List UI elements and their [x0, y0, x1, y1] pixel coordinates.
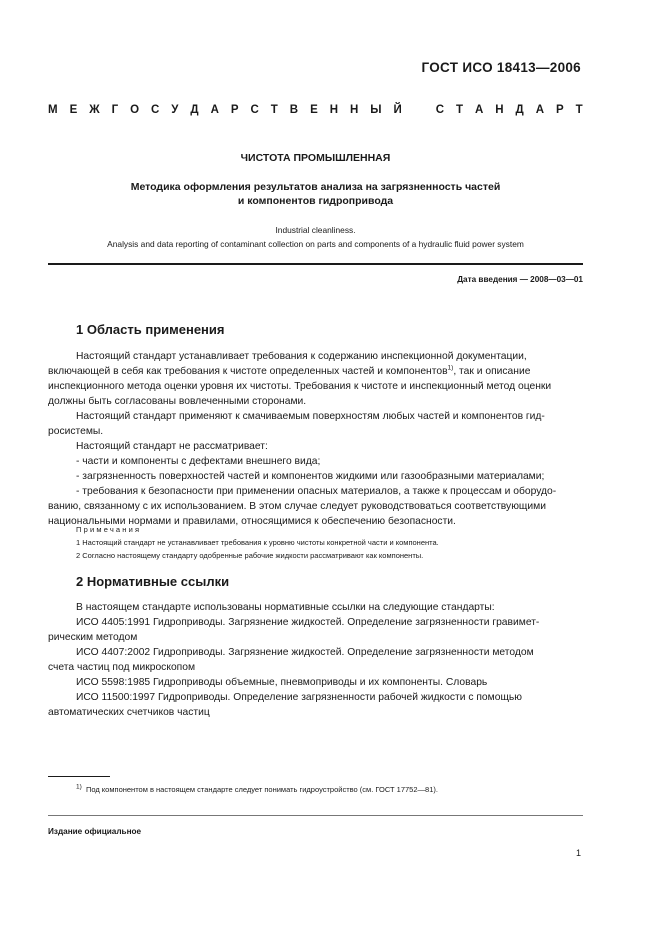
banner-letter: А: [535, 104, 545, 116]
paragraph-line: В настоящем стандарте использованы нормативные ссылки на следующие стандарты:: [76, 602, 495, 613]
introduction-date: Дата введения — 2008—03—01: [457, 275, 583, 284]
note-item: 1 Настоящий стандарт не устанавливает требования к уровню чистоты конкретной части и компонента.: [76, 538, 439, 547]
banner-letter: Н: [495, 104, 504, 116]
subtitle-line: Методика оформления результатов анализа на загрязненность частей: [130, 181, 501, 193]
banner-letter: В: [289, 104, 299, 116]
banner-letter: Е: [310, 104, 318, 116]
banner-letter: С: [151, 104, 160, 116]
banner-letter: Д: [515, 104, 524, 116]
banner-letter: Й: [393, 104, 402, 116]
section-scope-body: [48, 349, 583, 529]
banner-letter: Н: [349, 104, 359, 116]
banner-letter: Р: [556, 104, 564, 116]
paragraph-line: [48, 364, 583, 379]
standard-code: ГОСТ ИСО 18413—2006: [421, 60, 581, 75]
paragraph-line: Настоящий стандарт не рассматривает:: [76, 441, 268, 452]
list-item: - требования к безопасности при применении опасных материалов, а также к процессам и оборудо-: [76, 486, 557, 497]
reference-item-continuation: рическим методом: [48, 632, 138, 643]
footnote-separator: [48, 776, 110, 777]
document-subtitle: [48, 180, 583, 208]
banner-letter: У: [171, 104, 179, 116]
banner-letter: Д: [190, 104, 199, 116]
reference-item: ИСО 11500:1997 Гидроприводы. Определение загрязненности рабочей жидкости с помощью: [76, 692, 522, 703]
english-title: [48, 223, 583, 251]
footnote-ref: 1): [447, 364, 454, 372]
footer-divider: [48, 815, 583, 816]
banner-letter: Ж: [89, 104, 100, 116]
paragraph-line: инспекционного метода оценки уровня их чистоты. Требования к чистоте и инспекционный метод оценки: [48, 381, 552, 392]
list-item: - загрязненность поверхностей частей и компонентов жидкими или газообразными материалами;: [76, 471, 545, 482]
notes-label: Примечания: [76, 525, 142, 534]
banner-letter: Е: [69, 104, 78, 116]
reference-item-continuation: автоматических счетчиков частиц: [48, 707, 210, 718]
standard-type-banner: [48, 104, 583, 116]
edition-label: Издание официальное: [48, 827, 142, 836]
text-span: включающей в себя как требования к чистоте определенных частей и компонентов: [48, 366, 448, 377]
list-item-continuation: национальными нормами и правилами, относящимися к обеспечению безопасности.: [48, 516, 456, 527]
banner-letter: О: [130, 104, 140, 116]
reference-item: ИСО 4407:2002 Гидроприводы. Загрязнение жидкостей. Определение загрязненности методом: [76, 647, 534, 658]
banner-letter: С: [250, 104, 259, 116]
list-item: - части и компоненты с дефектами внешнего вида;: [76, 456, 321, 467]
paragraph-line: Настоящий стандарт применяют к смачиваемым поверхностям любых частей и компонентов гид-: [76, 411, 545, 422]
footnote: [76, 785, 438, 794]
footnote-text: Под компонентом в настоящем стандарте следует понимать гидроустройство (см. ГОСТ 17752—81).: [85, 785, 438, 794]
paragraph-line: Настоящий стандарт устанавливает требования к содержанию инспекционной документации,: [76, 351, 527, 362]
title-divider: [48, 263, 583, 265]
section-references-body: [48, 600, 583, 720]
banner-letter: А: [210, 104, 219, 116]
document-title: ЧИСТОТА ПРОМЫШЛЕННАЯ: [240, 152, 391, 164]
banner-letter: Н: [329, 104, 339, 116]
section-heading-references: 2 Нормативные ссылки: [76, 574, 230, 589]
reference-item: ИСО 4405:1991 Гидроприводы. Загрязнение жидкостей. Определение загрязненности гравимет-: [76, 617, 540, 628]
note-item: 2 Согласно настоящему стандарту одобренные рабочие жидкости рассматривают как компоненты.: [76, 551, 424, 560]
banner-letter: Т: [455, 104, 464, 116]
banner-letter: Т: [270, 104, 278, 116]
page-number: 1: [575, 848, 581, 858]
banner-letter: Т: [575, 104, 583, 116]
english-title-line: Analysis and data reporting of contaminant collection on parts and components of a hydraulic fluid power system: [107, 239, 524, 249]
banner-word-gap: [414, 104, 424, 116]
english-title-line: Industrial cleanliness.: [275, 225, 356, 235]
paragraph-line: росистемы.: [48, 426, 104, 437]
notes-block: [48, 523, 583, 562]
banner-letter: Г: [111, 104, 119, 116]
reference-item: ИСО 5598:1985 Гидроприводы объемные, пневмоприводы и их компоненты. Словарь: [76, 677, 488, 688]
footnote-marker: 1): [76, 783, 82, 791]
section-heading-scope: 1 Область применения: [76, 322, 225, 337]
paragraph-line: должны быть согласованы вовлеченными сторонами.: [48, 396, 307, 407]
text-span: , так и описание: [453, 366, 531, 377]
banner-letter: А: [474, 104, 484, 116]
banner-letter: М: [48, 104, 58, 116]
banner-letter: Р: [230, 104, 239, 116]
subtitle-line: и компонентов гидропривода: [237, 195, 394, 207]
banner-letter: С: [435, 104, 445, 116]
list-item-continuation: ванию, связанному с их использованием. В этом случае следует руководствоваться соответствующими: [48, 501, 546, 512]
reference-item-continuation: счета частиц под микроскопом: [48, 662, 196, 673]
banner-letter: Ы: [370, 104, 382, 116]
